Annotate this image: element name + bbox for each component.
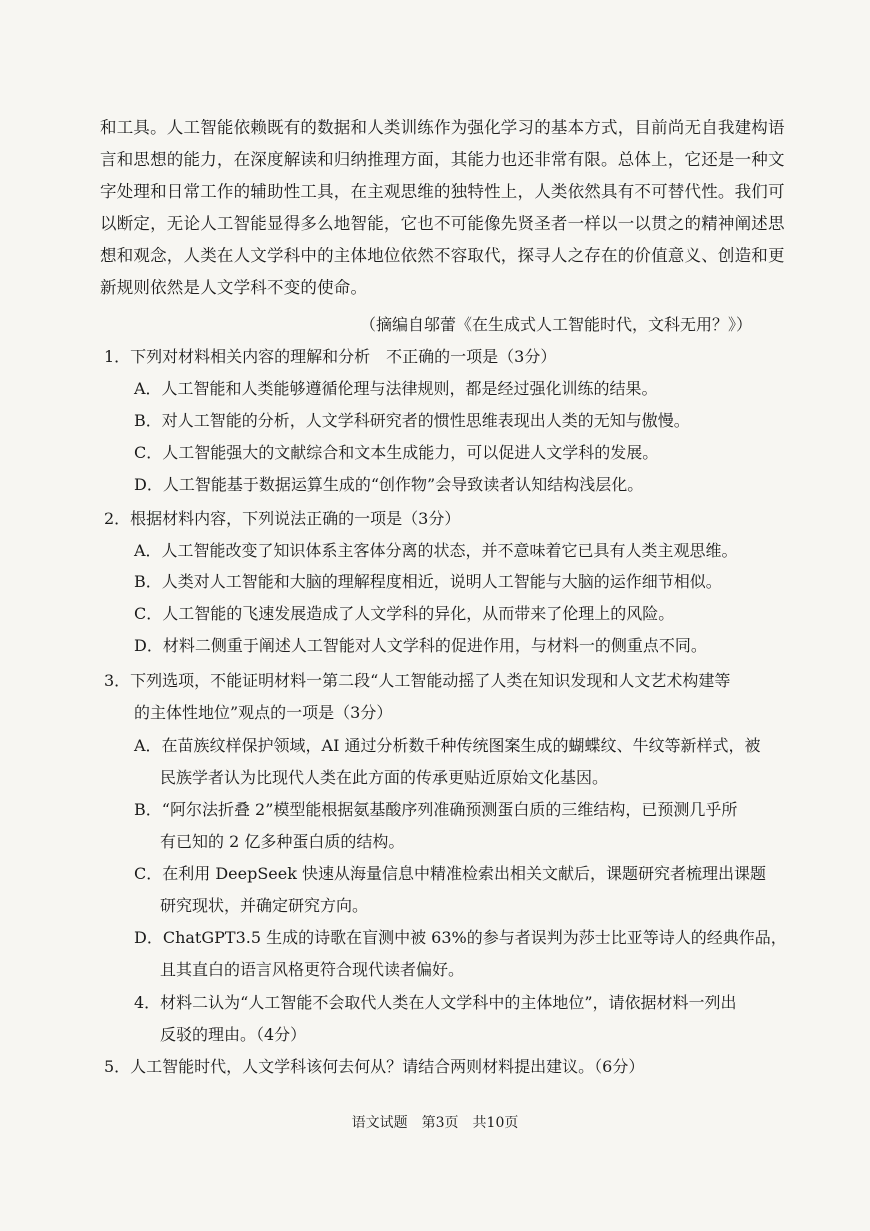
question-2-option-b: B．人类对人工智能和大脑的理解程度相近，说明人工智能与大脑的运作细节相似。	[134, 572, 722, 591]
question-3-option-d-continued: 且其直白的语言风格更符合现代读者偏好。	[160, 960, 465, 979]
question-2-stem: 2．根据材料内容，下列说法正确的一项是（3分）	[104, 509, 461, 528]
passage-source: （摘编自邬蕾《在生成式人工智能时代，文科无用？》）	[360, 315, 753, 334]
question-3-stem: 3．下列选项，不能证明材料一第二段“人工智能动摇了人类在知识发现和人文艺术构建等	[104, 671, 731, 690]
question-1-option-c: C．人工智能强大的文献综合和文本生成能力，可以促进人文学科的发展。	[134, 443, 659, 462]
question-3-option-a: A．在苗族纹样保护领域，AI 通过分析数千种传统图案生成的蝴蝶纹、牛纹等新样式，被	[134, 736, 761, 755]
question-2-option-d: D．材料二侧重于阐述人工智能对人文学科的促进作用，与材料一的侧重点不同。	[134, 636, 707, 655]
page-footer: 语文试题 第3页 共10页	[351, 1115, 519, 1131]
question-2-option-a: A．人工智能改变了知识体系主客体分离的状态，并不意味着它已具有人类主观思维。	[134, 541, 738, 560]
question-1-option-d: D．人工智能基于数据运算生成的“创作物”会导致读者认知结构浅层化。	[134, 475, 644, 494]
question-3-option-d: D．ChatGPT3.5 生成的诗歌在盲测中被 63%的参与者误判为莎士比亚等诗人的经典作品，	[134, 928, 787, 947]
question-1-option-a: A．人工智能和人类能够遵循伦理与法律规则，都是经过强化训练的结果。	[134, 379, 658, 398]
question-2-option-c: C．人工智能的飞速发展造成了人文学科的异化，从而带来了伦理上的风险。	[134, 604, 675, 623]
question-5-stem: 5．人工智能时代，人文学科该何去何从？请结合两则材料提出建议。（6分）	[104, 1057, 645, 1076]
question-3-option-b: B．“阿尔法折叠 2”模型能根据氨基酸序列准确预测蛋白质的三维结构，已预测几乎所	[134, 800, 738, 819]
passage-line: 以断定，无论人工智能显得多么地智能，它也不可能像先贤圣者一样以一以贯之的精神阐述思	[100, 214, 785, 233]
passage-line: 言和思想的能力，在深度解读和归纳推理方面，其能力也还非常有限。总体上，它还是一种文	[100, 150, 785, 169]
question-3-option-a-continued: 民族学者认为比现代人类在此方面的传承更贴近原始文化基因。	[160, 768, 609, 787]
passage-line: 想和观念，人类在人文学科中的主体地位依然不容取代，探寻人之存在的价值意义、创造和更	[100, 246, 785, 265]
passage-line: 和工具。人工智能依赖既有的数据和人类训练作为强化学习的基本方式，目前尚无自我建构语	[100, 118, 785, 137]
question-4-stem-continued: 反驳的理由。（4分）	[160, 1025, 307, 1044]
question-3-option-b-continued: 有已知的 2 亿多种蛋白质的结构。	[160, 832, 405, 851]
question-3-stem-continued: 的主体性地位”观点的一项是（3分）	[134, 703, 393, 722]
question-1-option-b: B．对人工智能的分析，人文学科研究者的惯性思维表现出人类的无知与傲慢。	[134, 411, 690, 430]
question-3-option-c: C．在利用 DeepSeek 快速从海量信息中精准检索出相关文献后，课题研究者梳理出课题	[134, 864, 767, 883]
passage-line: 新规则依然是人文学科不变的使命。	[100, 278, 368, 297]
passage-paragraph	[100, 112, 785, 304]
question-1-stem: 1．下列对材料相关内容的理解和分析 不正确的一项是（3分）	[104, 347, 557, 366]
question-3-option-c-continued: 研究现状，并确定研究方向。	[160, 896, 369, 915]
question-4-stem: 4．材料二认为“人工智能不会取代人类在人文学科中的主体地位”，请依据材料一列出	[134, 993, 737, 1012]
passage-line: 字处理和日常工作的辅助性工具，在主观思维的独特性上，人类依然具有不可替代性。我们可	[100, 182, 785, 201]
